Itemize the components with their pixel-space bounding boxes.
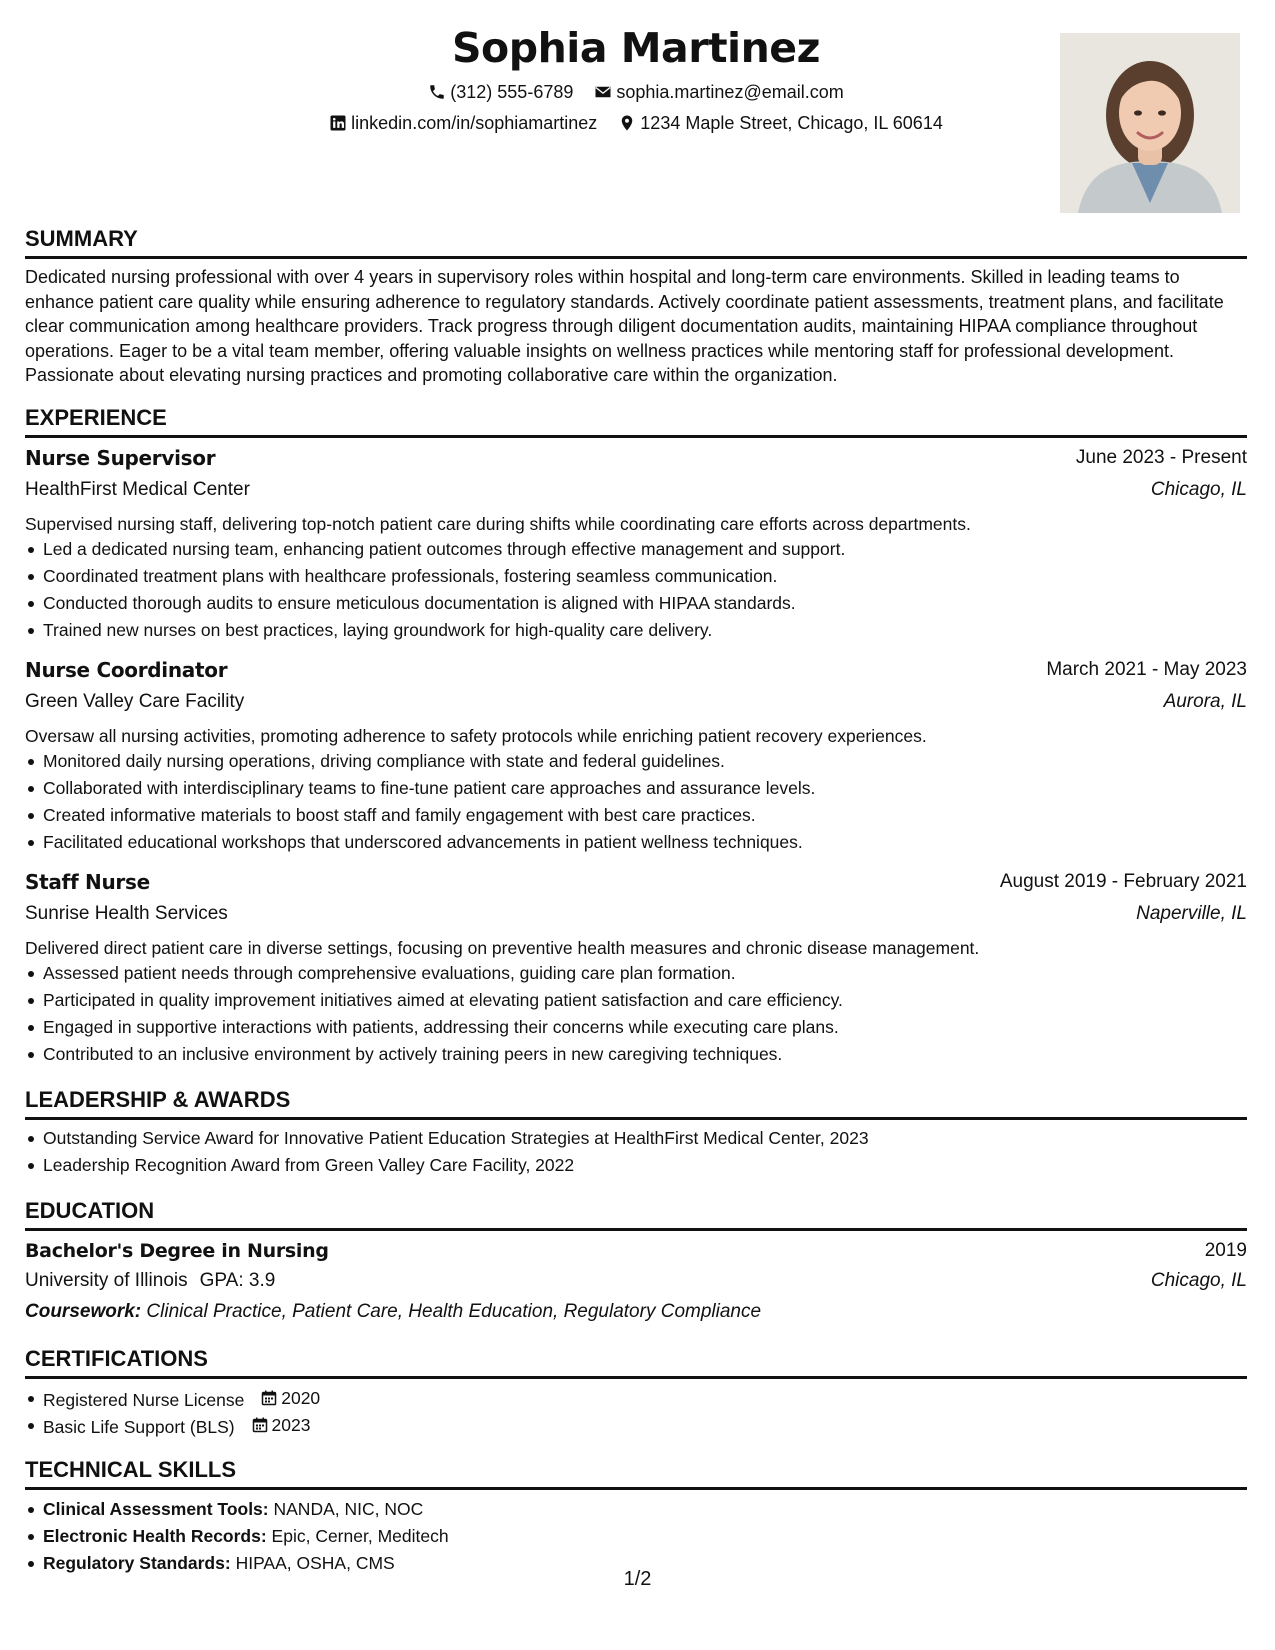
job-description: Supervised nursing staff, delivering top-notch patient care during shifts while coordinating care efforts across departments. — [25, 514, 971, 534]
cert-date — [261, 1386, 320, 1410]
job-dates: March 2021 - May 2023 — [1046, 659, 1247, 680]
map-pin-icon — [618, 114, 636, 132]
list-item: Outstanding Service Award for Innovative Patient Education Strategies at HealthFirst Medical Center, 2023 — [25, 1126, 869, 1153]
awards-list — [25, 1126, 869, 1180]
job-organization: HealthFirst Medical Center — [25, 479, 250, 500]
resume-page — [25, 0, 1247, 1573]
phone-text: (312) 555-6789 — [450, 82, 574, 102]
skill-value: HIPAA, OSHA, CMS — [235, 1553, 395, 1573]
phone-icon — [428, 83, 446, 101]
email-contact[interactable] — [594, 80, 843, 104]
job-location: Aurora, IL — [1163, 691, 1247, 712]
email-text: sophia.martinez@email.com — [616, 82, 844, 102]
list-item: Led a dedicated nursing team, enhancing patient outcomes through effective management and support. — [25, 537, 845, 564]
list-item: Created informative materials to boost staff and family engagement with best care practices. — [25, 803, 815, 830]
linkedin-text: linkedin.com/in/sophiamartinez — [351, 113, 598, 133]
address-contact — [618, 111, 943, 135]
cert-name: Registered Nurse License — [43, 1390, 245, 1410]
job-bullets — [25, 749, 815, 857]
list-item: Contributed to an inclusive environment by actively training peers in new caregiving techniques. — [25, 1042, 843, 1069]
skill-label: Electronic Health Records: — [43, 1526, 267, 1546]
linkedin-icon — [329, 114, 347, 132]
degree-title: Bachelor's Degree in Nursing — [25, 1240, 329, 1262]
skills-heading: TECHNICAL SKILLS — [25, 1457, 237, 1482]
certifications-list — [25, 1386, 320, 1440]
list-item: Engaged in supportive interactions with patients, addressing their concerns while executing care plans. — [25, 1015, 843, 1042]
school-location: Chicago, IL — [1150, 1270, 1247, 1291]
list-item: Participated in quality improvement initiatives aimed at elevating patient satisfaction and care efficiency. — [25, 988, 843, 1015]
list-item: Leadership Recognition Award from Green Valley Care Facility, 2022 — [25, 1153, 869, 1180]
list-item: Conducted thorough audits to ensure meticulous documentation is aligned with HIPAA standards. — [25, 591, 845, 618]
job-description: Oversaw all nursing activities, promoting adherence to safety protocols while enriching patient recovery experiences. — [25, 726, 927, 746]
school-name: University of Illinois — [25, 1270, 188, 1291]
calendar-icon — [252, 1417, 268, 1433]
skill-label: Regulatory Standards: — [43, 1553, 231, 1573]
coursework-text: Clinical Practice, Patient Care, Health Education, Regulatory Compliance — [146, 1301, 762, 1322]
gpa: GPA: 3.9 — [199, 1270, 276, 1291]
list-item — [25, 1497, 449, 1524]
list-item: Coordinated treatment plans with healthcare professionals, fostering seamless communication. — [25, 564, 845, 591]
school-line — [25, 1268, 275, 1294]
skills-divider — [25, 1487, 1247, 1490]
coursework-label: Coursework: — [25, 1301, 142, 1322]
list-item: Monitored daily nursing operations, driving compliance with state and federal guidelines. — [25, 749, 815, 776]
skill-value: NANDA, NIC, NOC — [273, 1499, 424, 1519]
job-title: Nurse Coordinator — [25, 658, 228, 682]
skill-value: Epic, Cerner, Meditech — [271, 1526, 449, 1546]
summary-divider — [25, 256, 1247, 259]
graduation-year: 2019 — [1204, 1240, 1247, 1261]
list-item: Collaborated with interdisciplinary teams to fine-tune patient care approaches and assurance levels. — [25, 776, 815, 803]
education-divider — [25, 1228, 1247, 1231]
certifications-heading: CERTIFICATIONS — [25, 1346, 208, 1371]
job-location: Chicago, IL — [1150, 479, 1247, 500]
certifications-divider — [25, 1376, 1247, 1379]
resume-header — [25, 0, 1247, 205]
list-item: Facilitated educational workshops that underscored advancements in patient wellness techniques. — [25, 830, 815, 857]
job-title: Staff Nurse — [25, 870, 150, 894]
linkedin-contact[interactable] — [329, 111, 597, 135]
skill-label: Clinical Assessment Tools: — [43, 1499, 269, 1519]
job-bullets — [25, 961, 843, 1069]
awards-heading: LEADERSHIP & AWARDS — [25, 1087, 291, 1112]
cert-name: Basic Life Support (BLS) — [43, 1417, 235, 1437]
list-item: Assessed patient needs through comprehensive evaluations, guiding care plan formation. — [25, 961, 843, 988]
job-bullets — [25, 537, 845, 645]
cert-year: 2020 — [281, 1388, 321, 1408]
phone-contact[interactable] — [428, 80, 573, 104]
job-location: Naperville, IL — [1136, 903, 1247, 924]
page-number: 1/2 — [623, 1568, 652, 1590]
cert-date — [252, 1413, 311, 1437]
list-item — [25, 1386, 320, 1413]
list-item: Trained new nurses on best practices, laying groundwork for high-quality care delivery. — [25, 618, 845, 645]
job-description: Delivered direct patient care in diverse settings, focusing on preventive health measures and chronic disease management. — [25, 938, 980, 958]
job-organization: Sunrise Health Services — [25, 903, 228, 924]
calendar-icon — [261, 1390, 277, 1406]
summary-text: Dedicated nursing professional with over 4 years in supervisory roles within hospital and long-term care environments. Skilled in leading teams to enhance patient care quality while ensuring adherence to regulatory standards. Actively coordinate patient assessments, treatment plans, and facilitate clear communication among healthcare providers. Track progress through diligent documentation audits, maintaining HIPAA compliance throughout operations. Eager to be a vital team member, offering valuable insights on wellness practices while mentoring staff for professional development. Passionate about elevating nursing practices and promoting collaborative care within the organization. — [25, 267, 1224, 385]
list-item — [25, 1413, 320, 1440]
profile-photo — [1060, 33, 1240, 213]
job-dates: June 2023 - Present — [1075, 447, 1247, 468]
summary-heading: SUMMARY — [25, 226, 138, 251]
job-organization: Green Valley Care Facility — [25, 691, 245, 712]
coursework-line — [25, 1299, 761, 1325]
candidate-name: Sophia Martinez — [452, 24, 820, 72]
job-title: Nurse Supervisor — [25, 446, 216, 470]
education-heading: EDUCATION — [25, 1198, 155, 1223]
cert-year: 2023 — [271, 1415, 311, 1435]
experience-heading: EXPERIENCE — [25, 405, 167, 430]
awards-divider — [25, 1117, 1247, 1120]
experience-divider — [25, 435, 1247, 438]
address-text: 1234 Maple Street, Chicago, IL 60614 — [640, 113, 943, 133]
envelope-icon — [594, 83, 612, 101]
list-item — [25, 1524, 449, 1551]
job-dates: August 2019 - February 2021 — [999, 871, 1247, 892]
